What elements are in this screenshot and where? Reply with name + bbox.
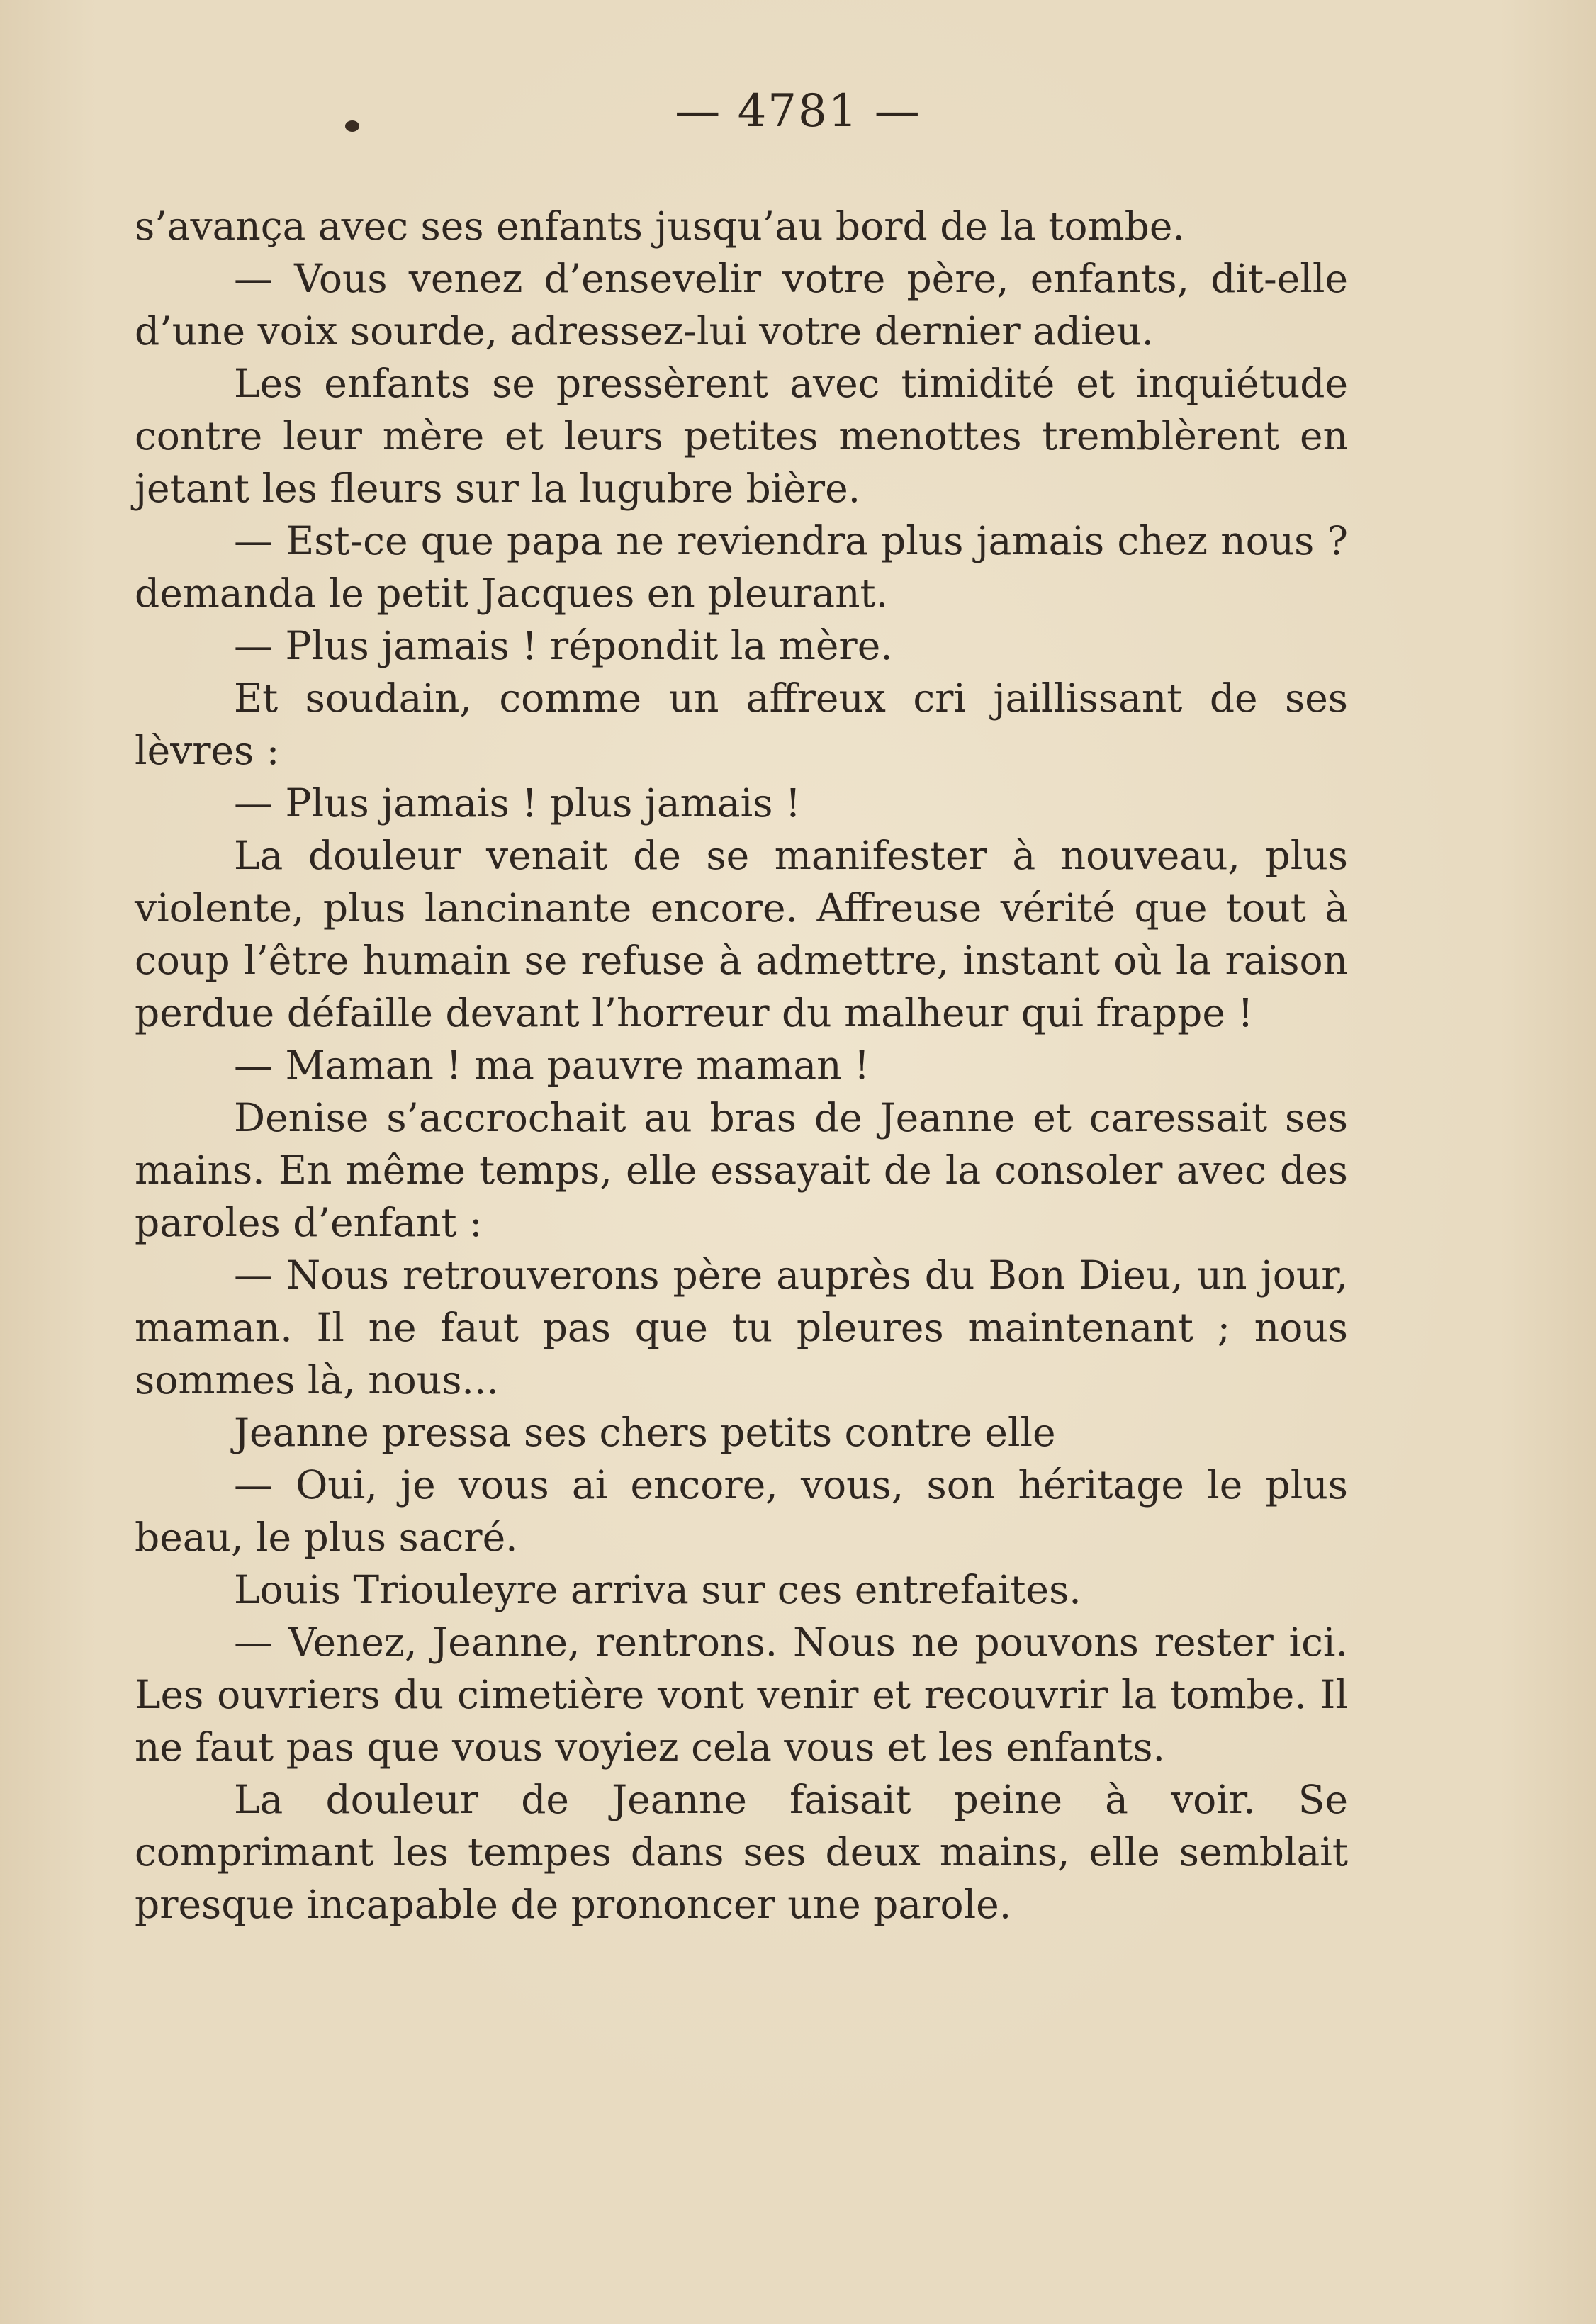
paragraph: Jeanne pressa ses chers petits contre elle <box>234 1410 1056 1455</box>
body-text <box>135 200 1348 1931</box>
paragraph: — Est-ce que papa ne reviendra plus jamais chez nous ? demanda le petit Jacques en pleurant. <box>135 518 1348 616</box>
paragraph: — Oui, je vous ai encore, vous, son héritage le plus beau, le plus sacré. <box>135 1462 1348 1560</box>
paragraph: Denise s’accrochait au bras de Jeanne et caressait ses mains. En même temps, elle essayait de la consoler avec des paroles d’enfant : <box>135 1095 1348 1245</box>
paragraph: Et soudain, comme un affreux cri jaillissant de ses lèvres : <box>135 675 1348 773</box>
page-number-header: — 4781 — <box>675 85 921 137</box>
paragraph: — Plus jamais ! répondit la mère. <box>234 623 893 668</box>
paragraph: — Nous retrouverons père auprès du Bon Dieu, un jour, maman. Il ne faut pas que tu pleures maintenant ; nous sommes là, nous... <box>135 1252 1348 1403</box>
paragraph: — Vous venez d’ensevelir votre père, enfants, dit-elle d’une voix sourde, adressez-lui votre dernier adieu. <box>135 256 1348 354</box>
paragraph: La douleur venait de se manifester à nouveau, plus violente, plus lancinante encore. Affreuse vérité que tout à coup l’être humain se refuse à admettre, instant où la raison perdue défaille devant l’horreur du malheur qui frappe ! <box>135 833 1348 1035</box>
paragraph: — Plus jamais ! plus jamais ! <box>234 780 801 826</box>
paragraph: Les enfants se pressèrent avec timidité et inquiétude contre leur mère et leurs petites menottes tremblèrent en jetant les fleurs sur la lugubre bière. <box>135 361 1348 511</box>
paragraph: s’avança avec ses enfants jusqu’au bord de la tombe. <box>135 203 1185 249</box>
paragraph: Louis Triouleyre arriva sur ces entrefaites. <box>234 1567 1081 1612</box>
paragraph: — Maman ! ma pauvre maman ! <box>234 1043 870 1088</box>
paragraph: — Venez, Jeanne, rentrons. Nous ne pouvons rester ici. Les ouvriers du cimetière vont venir et recouvrir la tombe. Il ne faut pas que vous voyiez cela vous et les enfants. <box>135 1619 1348 1770</box>
paragraph: La douleur de Jeanne faisait peine à voir. Se comprimant les tempes dans ses deux mains, elle semblait presque incapable de prononcer une parole. <box>135 1777 1348 1927</box>
